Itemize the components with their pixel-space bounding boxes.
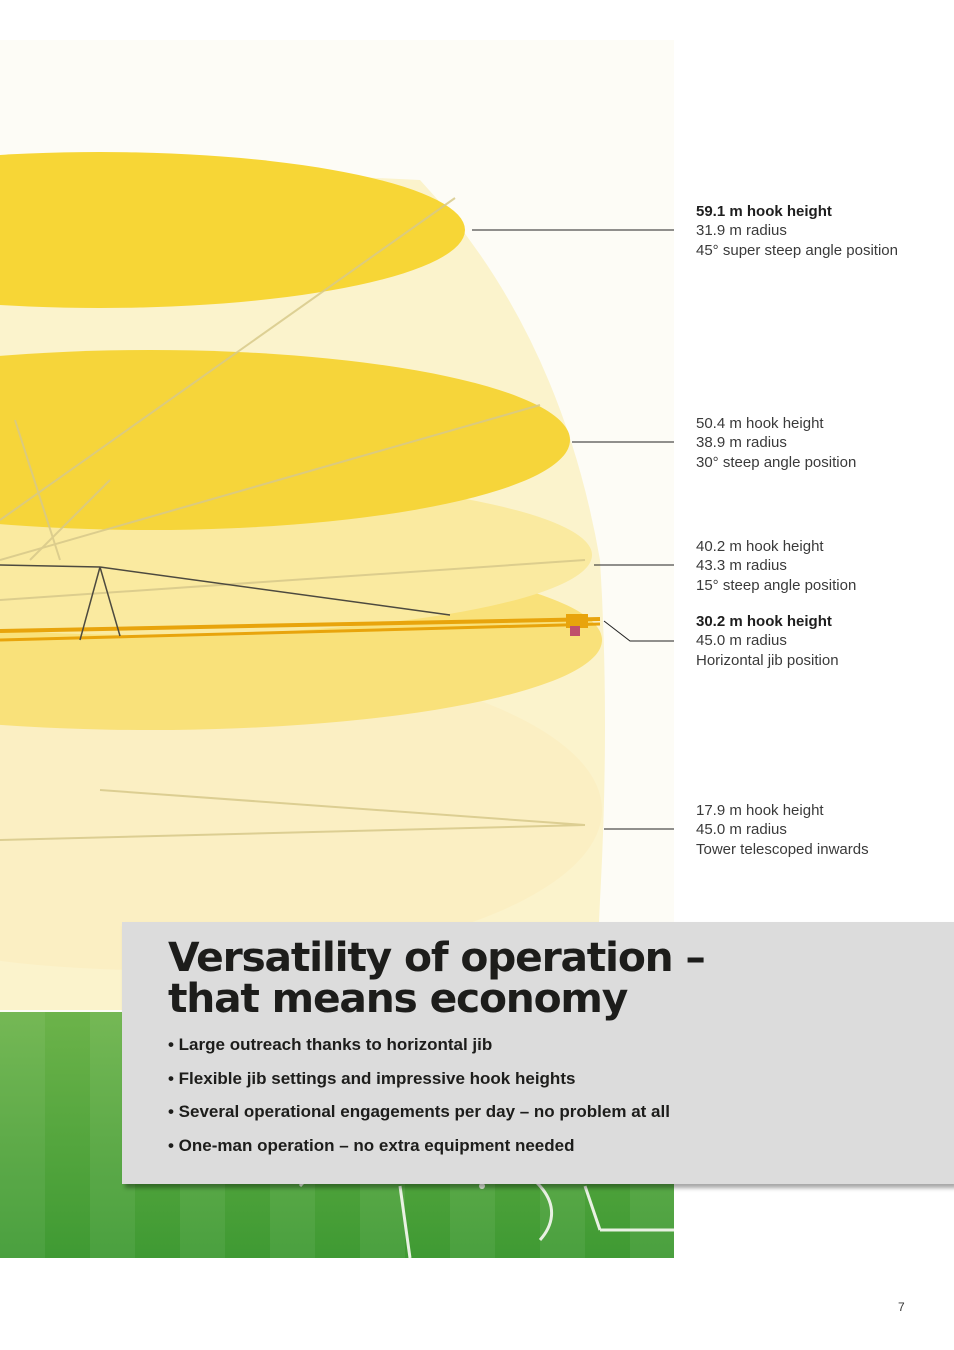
hook-height: 50.4 m hook height	[696, 415, 824, 432]
angle-position: 30° steep angle position	[696, 453, 857, 471]
headline	[168, 935, 705, 1022]
feature-list	[168, 1035, 670, 1169]
hook-height: 40.2 m hook height	[696, 538, 824, 555]
angle-position: Tower telescoped inwards	[696, 840, 869, 858]
hook-height: 59.1 m hook height	[696, 203, 832, 220]
angle-position: 45° super steep angle position	[696, 241, 898, 259]
feature-item: • One-man operation – no extra equipment needed	[168, 1135, 575, 1155]
spec-40m	[696, 537, 856, 595]
feature-item: • Several operational engagements per day – no problem at all	[168, 1102, 670, 1121]
headline-line-1: Versatility of operation –	[168, 935, 705, 981]
spec-50m	[696, 414, 856, 472]
headline-line-2: that means economy	[168, 976, 628, 1022]
spec-30m	[696, 612, 839, 670]
radius: 45.0 m radius	[696, 632, 787, 650]
radius: 43.3 m radius	[696, 557, 787, 575]
hook-height: 17.9 m hook height	[696, 802, 824, 819]
feature-item: • Flexible jib settings and impressive hook heights	[168, 1068, 576, 1088]
spec-59m	[696, 202, 898, 260]
radius: 31.9 m radius	[696, 222, 787, 240]
page-number: 7	[898, 1300, 905, 1314]
feature-panel	[122, 922, 954, 1184]
radius: 38.9 m radius	[696, 434, 787, 452]
feature-item: • Large outreach thanks to horizontal jib	[168, 1035, 493, 1054]
angle-position: Horizontal jib position	[696, 651, 839, 669]
radius: 45.0 m radius	[696, 821, 787, 839]
spec-17m	[696, 801, 869, 859]
hook-height: 30.2 m hook height	[696, 613, 832, 630]
angle-position: 15° steep angle position	[696, 576, 857, 594]
